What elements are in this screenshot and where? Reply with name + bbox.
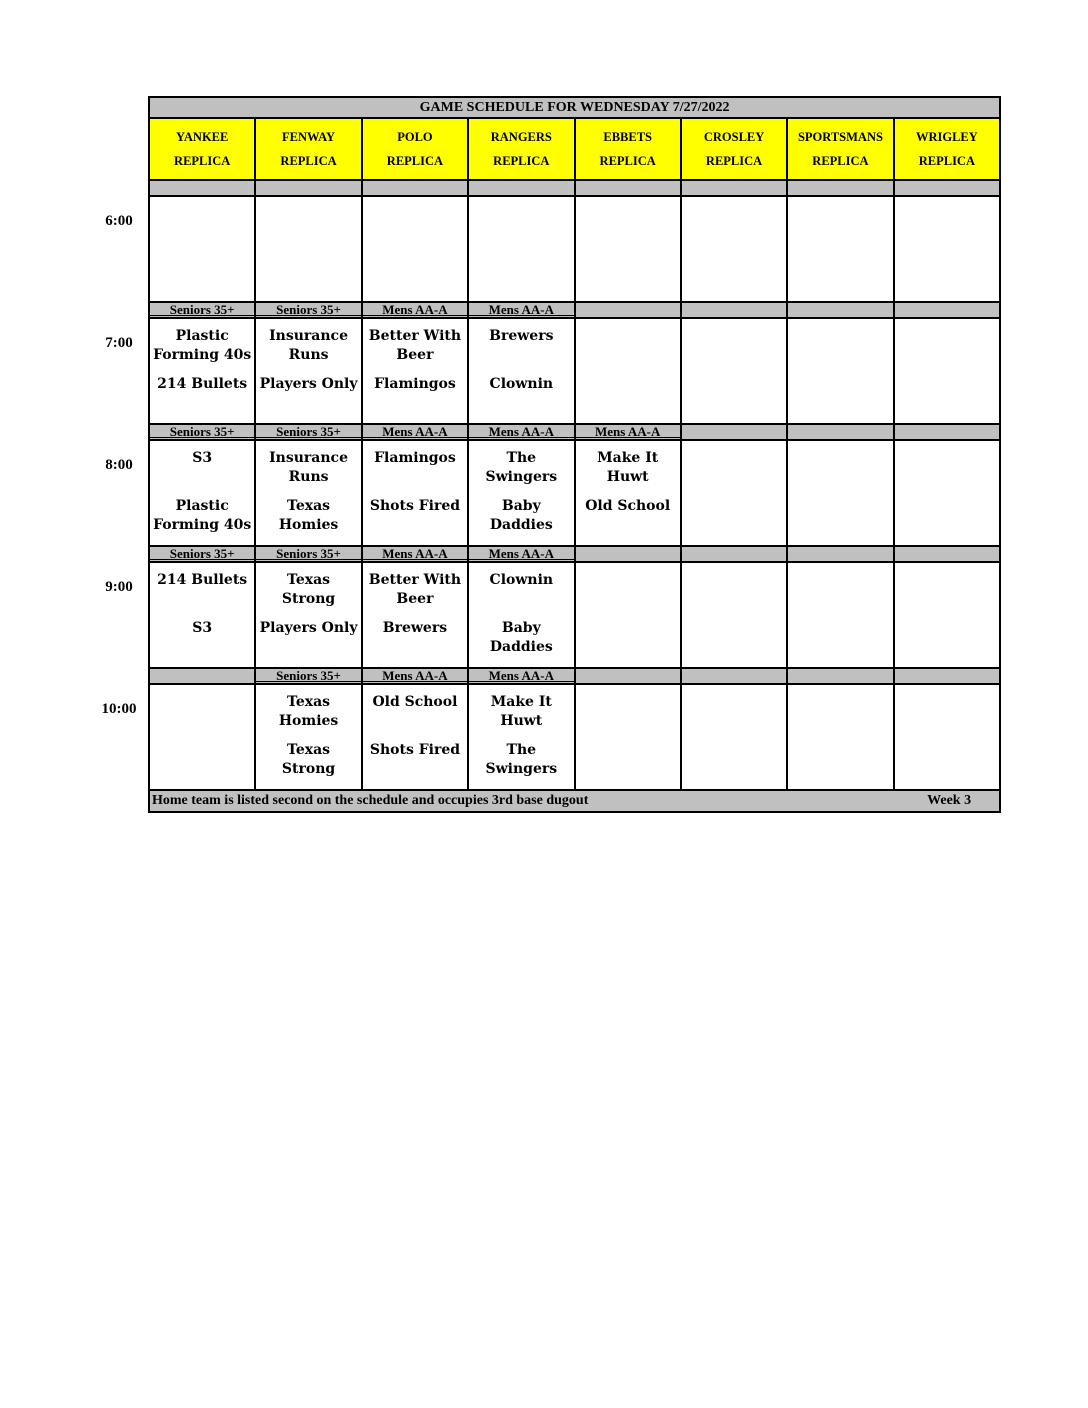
- away-team: Better With Beer: [368, 572, 462, 607]
- field-header: [787, 118, 893, 180]
- game-cell: [362, 440, 468, 546]
- game-cell: [787, 562, 893, 668]
- away-team: [682, 563, 786, 615]
- game-cell: [575, 684, 681, 790]
- league-name: Mens AA-A: [469, 304, 573, 316]
- home-team: [682, 737, 786, 789]
- footer-row: [149, 790, 1000, 812]
- home-team: 214 Bullets: [157, 376, 248, 392]
- home-team: Shots Fired: [369, 498, 461, 514]
- home-team: [576, 249, 680, 301]
- home-team: [150, 249, 254, 301]
- league-name: Mens AA-A: [576, 426, 680, 438]
- league-label: [149, 180, 255, 196]
- home-team: Texas Homies: [278, 498, 339, 533]
- home-team: Flamingos: [374, 376, 456, 392]
- field-name: CROSLEY: [703, 130, 765, 144]
- league-label: [787, 180, 893, 196]
- away-team: [363, 197, 467, 249]
- game-cell: [362, 196, 468, 302]
- game-cell: [468, 196, 574, 302]
- league-name: Mens AA-A: [469, 548, 573, 560]
- league-label: [681, 424, 787, 440]
- away-team: [150, 685, 254, 737]
- home-team: [895, 615, 999, 667]
- home-team: The Swingers: [485, 742, 558, 777]
- away-team: Make It Huwt: [597, 450, 659, 485]
- game-cell: [362, 562, 468, 668]
- home-team: [895, 737, 999, 789]
- game-cell: [149, 196, 255, 302]
- away-team: S3: [192, 450, 213, 466]
- away-team: [895, 441, 999, 493]
- field-subtitle: REPLICA: [812, 154, 869, 168]
- league-label: [149, 302, 255, 318]
- away-team: The Swingers: [485, 450, 558, 485]
- time-label: 8:00: [105, 457, 133, 473]
- league-label: [149, 424, 255, 440]
- home-team: [682, 371, 786, 423]
- away-team: [788, 685, 892, 737]
- game-cell: [468, 440, 574, 546]
- league-label: [681, 302, 787, 318]
- field-header: [255, 118, 361, 180]
- league-name: Seniors 35+: [150, 304, 254, 316]
- game-cell: [681, 440, 787, 546]
- home-team: [682, 493, 786, 545]
- league-name: Mens AA-A: [469, 426, 573, 438]
- league-label: [255, 424, 361, 440]
- league-label: [362, 668, 468, 684]
- game-cell: [575, 440, 681, 546]
- league-name: Seniors 35+: [150, 426, 254, 438]
- league-label: [255, 668, 361, 684]
- league-label: [681, 546, 787, 562]
- game-cell: [681, 318, 787, 424]
- field-name: EBBETS: [603, 130, 652, 144]
- home-team: [788, 249, 892, 301]
- league-label: [894, 180, 1000, 196]
- game-cell: [681, 196, 787, 302]
- game-cell: [894, 684, 1000, 790]
- field-name: WRIGLEY: [915, 130, 978, 144]
- game-cell: [255, 562, 361, 668]
- league-label: [575, 180, 681, 196]
- game-cell: [787, 440, 893, 546]
- away-team: [256, 197, 360, 249]
- field-subtitle: REPLICA: [918, 154, 975, 168]
- away-team: [469, 197, 573, 249]
- away-team: 214 Bullets: [157, 572, 248, 588]
- game-cell: [575, 196, 681, 302]
- field-header: [149, 118, 255, 180]
- home-team: [682, 615, 786, 667]
- home-team: Players Only: [259, 620, 358, 636]
- home-team: [788, 493, 892, 545]
- league-label: [575, 424, 681, 440]
- away-team: [150, 197, 254, 249]
- field-subtitle: REPLICA: [599, 154, 656, 168]
- away-team: [576, 197, 680, 249]
- away-team: [895, 685, 999, 737]
- home-team: Baby Daddies: [489, 620, 553, 655]
- league-label: [575, 546, 681, 562]
- away-team: [895, 319, 999, 371]
- away-team: [682, 197, 786, 249]
- field-header: [575, 118, 681, 180]
- field-header: [362, 118, 468, 180]
- away-team: Clownin: [489, 572, 554, 588]
- field-header: [681, 118, 787, 180]
- schedule-title: GAME SCHEDULE FOR WEDNESDAY 7/27/2022: [149, 97, 1000, 118]
- home-team: [895, 371, 999, 423]
- away-team: [788, 441, 892, 493]
- game-cell: [149, 440, 255, 546]
- away-team: Texas Homies: [278, 694, 339, 729]
- away-team: Make It Huwt: [490, 694, 552, 729]
- field-name: FENWAY: [282, 130, 336, 144]
- game-cell: [787, 318, 893, 424]
- field-subtitle: REPLICA: [705, 154, 763, 168]
- home-team: [469, 249, 573, 301]
- league-label: [149, 546, 255, 562]
- time-label: 7:00: [105, 335, 133, 351]
- time-label: 6:00: [105, 213, 133, 229]
- away-team: [895, 197, 999, 249]
- home-team-note: Home team is listed second on the schedule and occupies 3rd base dugout: [152, 793, 589, 808]
- home-team: [895, 493, 999, 545]
- league-label: [362, 302, 468, 318]
- field-name: SPORTSMANS: [797, 130, 883, 144]
- away-team: Better With Beer: [368, 328, 462, 363]
- home-team: [788, 371, 892, 423]
- away-team: [576, 319, 680, 371]
- game-cell: [149, 318, 255, 424]
- home-team: [682, 249, 786, 301]
- away-team: Insurance Runs: [269, 450, 348, 485]
- field-subtitle: REPLICA: [280, 154, 337, 168]
- game-cell: [894, 196, 1000, 302]
- league-label: [468, 424, 574, 440]
- game-cell: [362, 318, 468, 424]
- game-cell: [255, 440, 361, 546]
- field-subtitle: REPLICA: [386, 154, 444, 168]
- home-team: [895, 249, 999, 301]
- league-label: [362, 180, 468, 196]
- time-label: 10:00: [101, 701, 137, 717]
- league-name: Seniors 35+: [256, 304, 360, 316]
- league-label: [894, 424, 1000, 440]
- league-name: Mens AA-A: [363, 548, 467, 560]
- game-cell: [894, 440, 1000, 546]
- away-team: Old School: [372, 694, 458, 710]
- away-team: [788, 197, 892, 249]
- league-label: [468, 180, 574, 196]
- time-label: 9:00: [105, 579, 133, 595]
- game-cell: [149, 684, 255, 790]
- league-label: [149, 668, 255, 684]
- home-team: Baby Daddies: [489, 498, 553, 533]
- away-team: [788, 563, 892, 615]
- league-label: [681, 668, 787, 684]
- away-team: Flamingos: [374, 450, 456, 466]
- game-cell: [894, 562, 1000, 668]
- home-team: [363, 249, 467, 301]
- field-header: [468, 118, 574, 180]
- league-label: [255, 180, 361, 196]
- away-team: [788, 319, 892, 371]
- league-name: Seniors 35+: [150, 548, 254, 560]
- league-name: Seniors 35+: [256, 548, 360, 560]
- game-cell: [787, 196, 893, 302]
- home-team: Brewers: [382, 620, 448, 636]
- league-label: [681, 180, 787, 196]
- schedule-table: [148, 96, 1001, 813]
- league-label: [575, 668, 681, 684]
- field-subtitle: REPLICA: [174, 154, 231, 168]
- home-team: [150, 737, 254, 789]
- league-label: [894, 302, 1000, 318]
- week-label: Week 3: [927, 793, 972, 808]
- league-label: [255, 302, 361, 318]
- game-cell: [681, 684, 787, 790]
- away-team: Plastic Forming 40s: [153, 328, 252, 363]
- field-name: YANKEE: [176, 130, 229, 144]
- league-label: [894, 546, 1000, 562]
- game-cell: [468, 562, 574, 668]
- game-cell: [468, 684, 574, 790]
- field-header: [894, 118, 1000, 180]
- league-name: Mens AA-A: [363, 426, 467, 438]
- away-team: [576, 685, 680, 737]
- home-team: [576, 737, 680, 789]
- game-cell: [149, 562, 255, 668]
- league-name: Mens AA-A: [363, 304, 467, 316]
- home-team: [576, 615, 680, 667]
- home-team: Players Only: [259, 376, 358, 392]
- league-label: [575, 302, 681, 318]
- field-subtitle: REPLICA: [493, 154, 550, 168]
- away-team: [682, 319, 786, 371]
- game-cell: [575, 562, 681, 668]
- away-team: [895, 563, 999, 615]
- away-team: [682, 685, 786, 737]
- away-team: Texas Strong: [281, 572, 336, 607]
- league-label: [787, 668, 893, 684]
- home-team: [788, 737, 892, 789]
- league-label: [468, 302, 574, 318]
- away-team: Insurance Runs: [269, 328, 348, 363]
- game-cell: [468, 318, 574, 424]
- league-label: [468, 668, 574, 684]
- home-team: Clownin: [489, 376, 554, 392]
- league-label: [255, 546, 361, 562]
- away-team: [682, 441, 786, 493]
- league-label: [894, 668, 1000, 684]
- home-team: S3: [192, 620, 213, 636]
- league-name: Mens AA-A: [469, 670, 573, 682]
- game-cell: [894, 318, 1000, 424]
- home-team: [788, 615, 892, 667]
- game-cell: [362, 684, 468, 790]
- league-label: [787, 424, 893, 440]
- game-cell: [255, 684, 361, 790]
- game-cell: [681, 562, 787, 668]
- league-label: [362, 546, 468, 562]
- league-label: [787, 302, 893, 318]
- home-team: Old School: [585, 498, 671, 514]
- league-label: [362, 424, 468, 440]
- home-team: Texas Strong: [281, 742, 336, 777]
- field-name: RANGERS: [490, 130, 552, 144]
- game-cell: [255, 196, 361, 302]
- league-name: Seniors 35+: [256, 426, 360, 438]
- league-label: [787, 546, 893, 562]
- league-label: [468, 546, 574, 562]
- away-team: Brewers: [489, 328, 554, 344]
- league-name: Seniors 35+: [256, 670, 360, 682]
- away-team: [576, 563, 680, 615]
- home-team: [256, 249, 360, 301]
- game-cell: [787, 684, 893, 790]
- game-cell: [255, 318, 361, 424]
- home-team: [576, 371, 680, 423]
- field-name: POLO: [397, 130, 433, 144]
- league-name: Mens AA-A: [363, 670, 467, 682]
- home-team: Plastic Forming 40s: [153, 498, 252, 533]
- game-cell: [575, 318, 681, 424]
- home-team: Shots Fired: [369, 742, 461, 758]
